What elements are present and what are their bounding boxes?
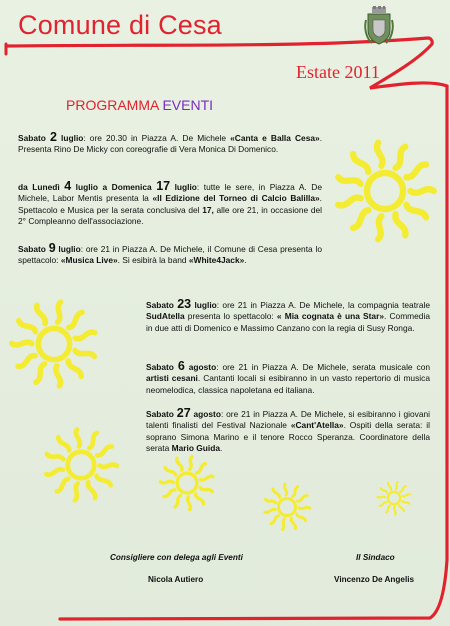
event-date-number: 9 [48, 241, 56, 255]
event-text: . Si esibirà la band [117, 255, 189, 266]
event-month: agosto [184, 362, 217, 372]
sun-ray [265, 499, 275, 503]
sun-ray [188, 497, 191, 510]
sun-ray [386, 506, 390, 513]
program-heading-purple: EVENTI [162, 97, 214, 113]
sun-ray [395, 214, 405, 235]
event-day: Sabato [146, 300, 178, 310]
event-title: «Canta e Balla Cesa» [230, 133, 320, 143]
event-coordinator: Mario Guida [171, 442, 221, 453]
event-text: alle ore 21, in occasione del 2° Compleanno dell'associazione. [18, 204, 322, 226]
event-text: . [244, 255, 247, 266]
sun-ray [197, 464, 206, 473]
sun-ray [299, 507, 310, 508]
sun-core [388, 492, 400, 504]
sun-ray [97, 446, 112, 455]
sun-ray [56, 366, 61, 386]
event-text: : tutte le sere, in Piazza A. De Michele, Labor Mentis presenta la [18, 182, 322, 204]
sun-ray [399, 505, 404, 511]
event-text: : ore 21 in Piazza A. De Michele, si esibiranno i giovani talenti finalisti del Festival Nazionale [146, 409, 431, 431]
event-date-number: 17 [156, 179, 171, 193]
event-text: . [220, 442, 223, 453]
event-title: «Musica Live» [60, 255, 118, 266]
event-date-number: 2 [50, 130, 57, 144]
event-band: «White4Jack» [188, 255, 245, 266]
sun-core [177, 473, 197, 493]
sun-ray [378, 216, 381, 239]
sun-ray [46, 469, 63, 475]
sun-ray [89, 433, 97, 448]
sun-ray [377, 497, 385, 498]
sun-icon [158, 454, 216, 512]
sun-ray [273, 489, 280, 498]
sun-ray [100, 465, 117, 467]
event-block [146, 361, 430, 396]
sun-ray [96, 476, 110, 486]
event-title: «Cant'Atella» [290, 420, 344, 431]
sun-ray [160, 481, 173, 483]
event-block [18, 132, 322, 156]
event-month: luglio [55, 244, 81, 254]
sun-core [367, 173, 403, 209]
sun-ray [69, 312, 82, 327]
sun-ray [36, 364, 45, 382]
event-date-number: 23 [177, 297, 192, 311]
sun-ray [88, 482, 95, 498]
sun-ray [353, 154, 368, 172]
sun-ray [12, 342, 32, 345]
event-month: luglio a Domenica [71, 182, 157, 192]
sun-core [279, 499, 296, 516]
event-block [18, 243, 322, 267]
event-month: luglio [170, 182, 197, 192]
event-title: «II Edizione del Torneo di Calcio Balilla» [152, 193, 320, 204]
sun-ray [75, 351, 94, 357]
sun-ray [396, 147, 406, 168]
sun-ray [377, 143, 383, 166]
event-block [18, 181, 322, 227]
sun-ray [297, 496, 307, 502]
sun-ray [388, 482, 391, 489]
sun-ray [282, 519, 284, 530]
sun-icon [332, 138, 438, 244]
sun-ray [75, 483, 78, 500]
sun-ray [284, 484, 286, 495]
event-day: Sabato [18, 133, 51, 143]
event-date-bold: 17, [202, 204, 214, 215]
event-text: . Cantanti locali si esibiranno in un vasto repertorio di musica neomelodica, classica napoletana ed italiana. [146, 373, 430, 395]
event-day: Sabato [146, 409, 177, 419]
sun-ray [297, 514, 306, 521]
sun-ray [394, 507, 396, 515]
event-date-number: 4 [64, 179, 72, 193]
sun-icon [42, 426, 120, 504]
sun-core [38, 328, 69, 359]
program-heading-red: PROGRAMMA [66, 97, 163, 113]
signature-left-name: Nicola Autiero [148, 575, 204, 584]
sun-icon [8, 298, 100, 390]
sun-ray [200, 487, 212, 491]
town-crest-icon [364, 6, 394, 46]
signature-right-role: Il Sindaco [356, 553, 395, 562]
sun-core [68, 452, 95, 479]
sun-ray [75, 332, 95, 339]
sun-ray [165, 468, 175, 475]
sun-ray [37, 305, 46, 323]
sun-ray [338, 177, 360, 184]
event-month: luglio [191, 300, 217, 310]
sun-ray [201, 476, 213, 480]
sun-ray [379, 502, 386, 506]
event-text: . Presenta Rino De Micky con coreografie di Vera Monica Di Domenico. [18, 133, 323, 155]
event-text: presenta lo spettacolo: [184, 311, 277, 322]
signature-left-role: Consigliere con delega agli Eventi [110, 553, 243, 562]
event-company: SudAtella [146, 311, 185, 322]
page-title: Comune di Cesa [18, 10, 222, 40]
sun-ray [291, 518, 295, 528]
event-text: . Commedia in due atti di Domenico e Massimo Canzano con la regia di Susy Ronga. [146, 311, 430, 333]
program-heading [66, 97, 213, 113]
sun-ray [19, 321, 36, 332]
event-title: « Mia cognata è una Star» [276, 311, 384, 322]
sun-ray [353, 210, 368, 228]
sun-ray [381, 488, 387, 493]
sun-ray [164, 490, 175, 497]
sun-ray [177, 458, 182, 470]
sun-ray [196, 494, 204, 504]
sun-ray [265, 509, 276, 512]
sun-ray [400, 486, 406, 492]
sun-ray [76, 429, 80, 446]
sun-ray [190, 457, 192, 470]
event-day: da Lunedì [18, 182, 65, 192]
event-title: artisti cesani [146, 373, 198, 384]
page-subtitle: Estate 2011 [296, 62, 380, 82]
sun-ray [410, 189, 433, 193]
event-day: Sabato [18, 244, 49, 254]
sun-ray [396, 482, 398, 490]
sun-ray [293, 487, 298, 497]
sun-ray [57, 302, 60, 322]
sun-icon [376, 480, 412, 516]
sun-ray [402, 501, 409, 504]
sun-ray [175, 495, 181, 506]
sun-ray [68, 361, 81, 376]
event-text: : ore 21 in Piazza A. De Michele, il Comune di Cesa presenta lo spettacolo: [18, 244, 322, 266]
event-day: Sabato [146, 362, 178, 372]
sun-ray [271, 516, 279, 524]
event-month: agosto [190, 409, 221, 419]
sun-ray [57, 479, 69, 492]
event-block [146, 408, 430, 454]
event-date-number: 6 [177, 359, 185, 373]
sun-ray [58, 437, 69, 450]
sun-ray [402, 494, 410, 496]
event-date-number: 27 [176, 406, 191, 420]
event-text: . Ospiti della serata: il soprano Simona Marino e il tenore Rocco Speranza. Coordinatore della serata [146, 420, 430, 453]
event-block [146, 299, 430, 334]
sun-ray [406, 165, 426, 178]
sun-ray [47, 454, 63, 459]
sun-ray [338, 198, 360, 206]
event-text: : ore 20.30 in Piazza A. De Michele [83, 133, 231, 143]
sun-icon [262, 482, 312, 532]
event-text: . Spettacolo e Musica per la serata conclusiva del [18, 193, 322, 215]
signature-right-name: Vincenzo De Angelis [334, 575, 415, 584]
sun-ray [18, 356, 35, 367]
event-month: luglio [56, 133, 84, 143]
event-text: : ore 21 in Piazza A. De Michele, la compagnia teatrale [216, 300, 431, 310]
event-text: : ore 21 in Piazza A. De Michele, serata musicale con [216, 362, 431, 372]
sun-ray [406, 205, 426, 218]
